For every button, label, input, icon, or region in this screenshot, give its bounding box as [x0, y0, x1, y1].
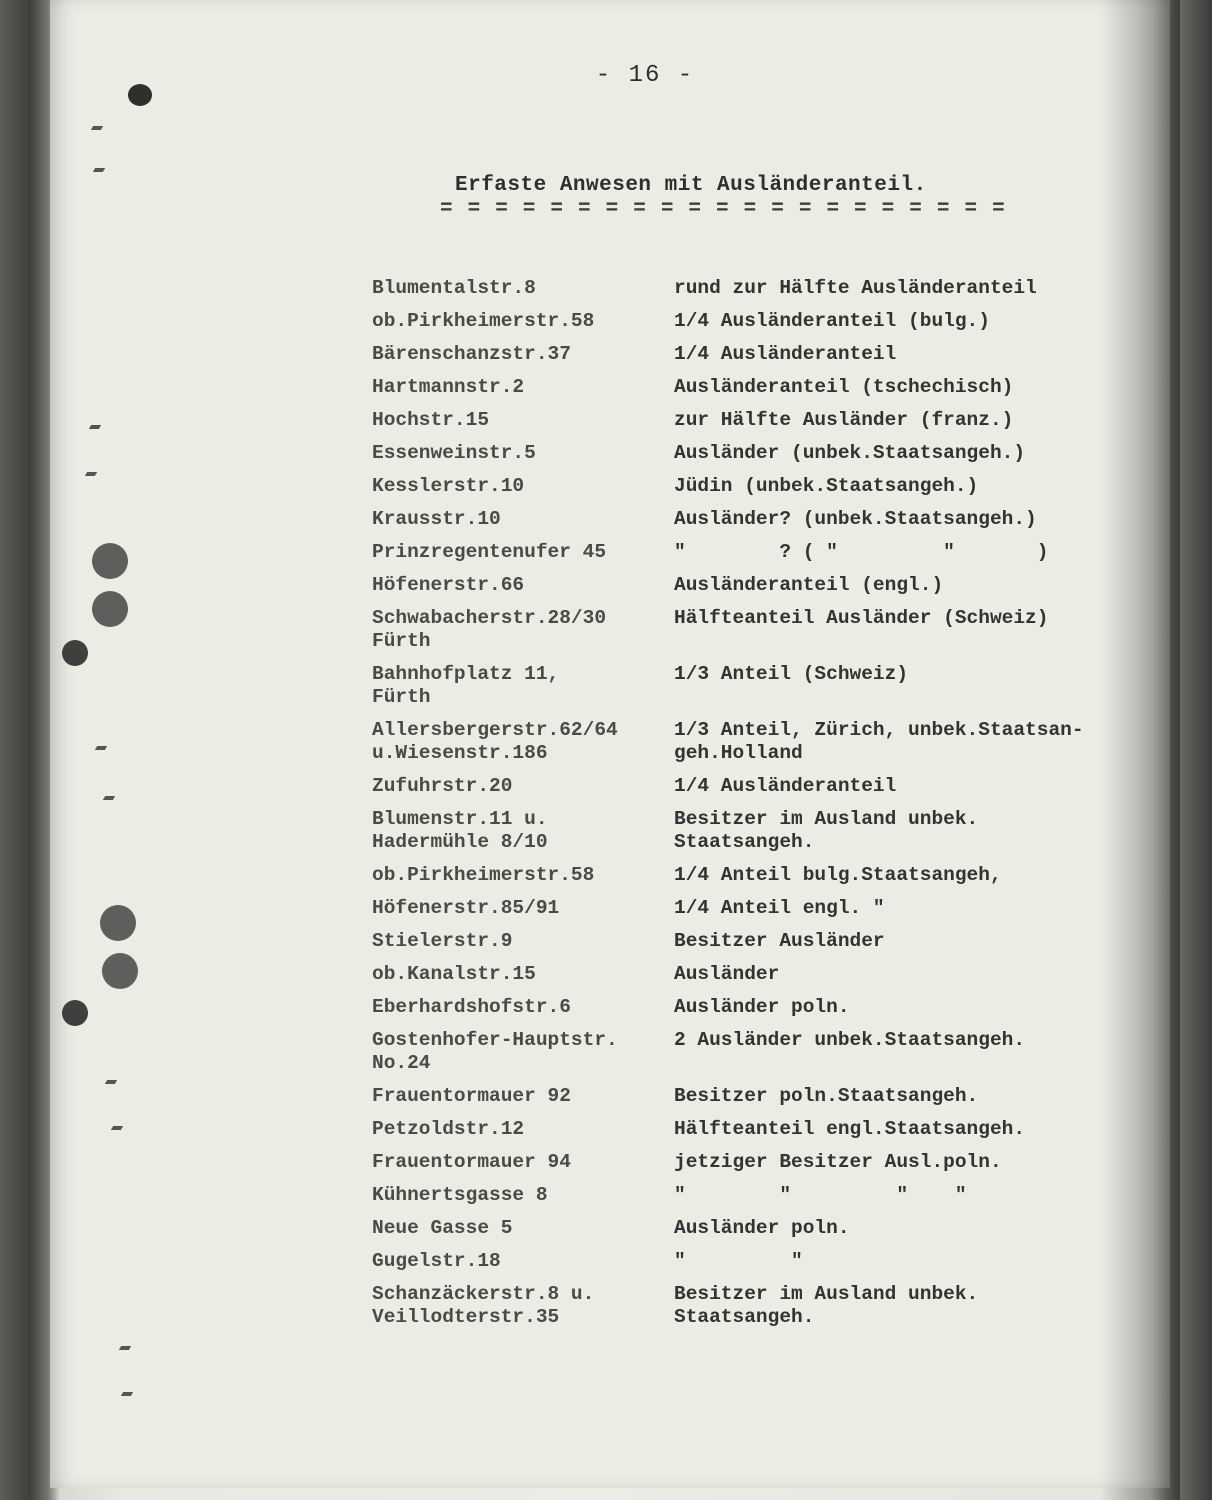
entry-address: Hochstr.15	[372, 409, 490, 431]
list-item	[372, 803, 1162, 859]
entry-note: Besitzer im Ausland unbek. Staatsangeh.	[674, 808, 979, 853]
document-title: Erfaste Anwesen mit Ausländeranteil.	[455, 174, 927, 197]
list-item	[372, 859, 1162, 892]
entry-note: 1/3 Anteil (Schweiz)	[674, 663, 909, 685]
entry-note: " "	[674, 1250, 803, 1272]
entry-note: 1/3 Anteil, Zürich, unbek.Staatsan- geh.Holland	[674, 719, 1084, 764]
entry-address: Stielerstr.9	[372, 930, 513, 952]
entry-note: zur Hälfte Ausländer (franz.)	[674, 409, 1014, 431]
entry-address: Bärenschanzstr.37	[372, 343, 571, 365]
entry-address: Blumenstr.11 u. Hadermühle 8/10	[372, 808, 548, 853]
entry-address: Bahnhofplatz 11, Fürth	[372, 663, 560, 708]
list-item	[372, 1113, 1162, 1146]
entry-address: ob.Kanalstr.15	[372, 963, 536, 985]
list-item	[372, 1278, 1162, 1334]
punch-hole	[92, 591, 128, 627]
list-item	[372, 338, 1162, 371]
entry-address: Allersbergerstr.62/64 u.Wiesenstr.186	[372, 719, 618, 764]
list-item	[372, 602, 1162, 658]
entry-note: Ausländeranteil (engl.)	[674, 574, 944, 596]
entry-address: Neue Gasse 5	[372, 1217, 513, 1239]
list-item	[372, 536, 1162, 569]
title-underline: = = = = = = = = = = = = = = = = = = = = =	[440, 198, 1006, 221]
entry-address: Höfenerstr.66	[372, 574, 525, 596]
entry-note: Ausländer? (unbek.Staatsangeh.)	[674, 508, 1037, 530]
entry-address: Schanzäckerstr.8 u. Veillodterstr.35	[372, 1283, 595, 1328]
entry-note: Ausländeranteil (tschechisch)	[674, 376, 1014, 398]
entry-address: Prinzregentenufer 45	[372, 541, 607, 563]
entry-address: Kühnertsgasse 8	[372, 1184, 548, 1206]
punch-hole	[102, 953, 138, 989]
entry-address: Frauentormauer 92	[372, 1085, 571, 1107]
entry-address: Gostenhofer-Hauptstr. No.24	[372, 1029, 618, 1074]
list-item	[372, 437, 1162, 470]
entries-list	[372, 272, 1162, 1334]
list-item	[372, 925, 1162, 958]
list-item	[372, 371, 1162, 404]
entry-address: Petzoldstr.12	[372, 1118, 525, 1140]
entry-address: Krausstr.10	[372, 508, 501, 530]
entry-address: Hartmannstr.2	[372, 376, 525, 398]
entry-address: Gugelstr.18	[372, 1250, 501, 1272]
list-item	[372, 1146, 1162, 1179]
entry-note: Ausländer	[674, 963, 780, 985]
entry-address: Blumentalstr.8	[372, 277, 536, 299]
entry-note: Besitzer Ausländer	[674, 930, 885, 952]
list-item	[372, 470, 1162, 503]
punch-hole	[62, 640, 88, 666]
list-item	[372, 1080, 1162, 1113]
punch-hole	[100, 905, 136, 941]
entry-note: 2 Ausländer unbek.Staatsangeh.	[674, 1029, 1026, 1051]
list-item	[372, 1179, 1162, 1212]
entry-note: Hälfteanteil engl.Staatsangeh.	[674, 1118, 1026, 1140]
entry-address: Schwabacherstr.28/30 Fürth	[372, 607, 607, 652]
entry-note: 1/4 Ausländeranteil	[674, 343, 897, 365]
list-item	[372, 714, 1162, 770]
page-number: - 16 -	[595, 62, 695, 89]
list-item	[372, 305, 1162, 338]
list-item	[372, 892, 1162, 925]
punch-hole	[62, 1000, 88, 1026]
list-item	[372, 569, 1162, 602]
entry-address: Eberhardshofstr.6	[372, 996, 571, 1018]
list-item	[372, 658, 1162, 714]
entry-note: Besitzer poln.Staatsangeh.	[674, 1085, 979, 1107]
entry-note: 1/4 Anteil engl. "	[674, 897, 885, 919]
entry-note: 1/4 Ausländeranteil	[674, 775, 897, 797]
entry-note: Besitzer im Ausland unbek. Staatsangeh.	[674, 1283, 979, 1328]
entry-note: " " " "	[674, 1184, 967, 1206]
punch-hole	[92, 543, 128, 579]
entry-note: Ausländer (unbek.Staatsangeh.)	[674, 442, 1026, 464]
entry-note: jetziger Besitzer Ausl.poln.	[674, 1151, 1002, 1173]
entry-note: Hälfteanteil Ausländer (Schweiz)	[674, 607, 1049, 629]
list-item	[372, 1024, 1162, 1080]
entry-address: ob.Pirkheimerstr.58	[372, 864, 595, 886]
entry-note: rund zur Hälfte Ausländeranteil	[674, 277, 1037, 299]
entry-address: Zufuhrstr.20	[372, 775, 513, 797]
entry-note: " ? ( " " )	[674, 541, 1049, 563]
entry-note: Ausländer poln.	[674, 1217, 850, 1239]
entry-note: Jüdin (unbek.Staatsangeh.)	[674, 475, 979, 497]
list-item	[372, 503, 1162, 536]
list-item	[372, 770, 1162, 803]
entry-note: 1/4 Ausländeranteil (bulg.)	[674, 310, 990, 332]
entry-address: ob.Pirkheimerstr.58	[372, 310, 595, 332]
list-item	[372, 958, 1162, 991]
list-item	[372, 991, 1162, 1024]
entry-note: Ausländer poln.	[674, 996, 850, 1018]
entry-address: Kesslerstr.10	[372, 475, 525, 497]
entry-address: Höfenerstr.85/91	[372, 897, 560, 919]
list-item	[372, 272, 1162, 305]
entry-note: 1/4 Anteil bulg.Staatsangeh,	[674, 864, 1002, 886]
list-item	[372, 404, 1162, 437]
list-item	[372, 1212, 1162, 1245]
list-item	[372, 1245, 1162, 1278]
entry-address: Frauentormauer 94	[372, 1151, 571, 1173]
entry-address: Essenweinstr.5	[372, 442, 536, 464]
